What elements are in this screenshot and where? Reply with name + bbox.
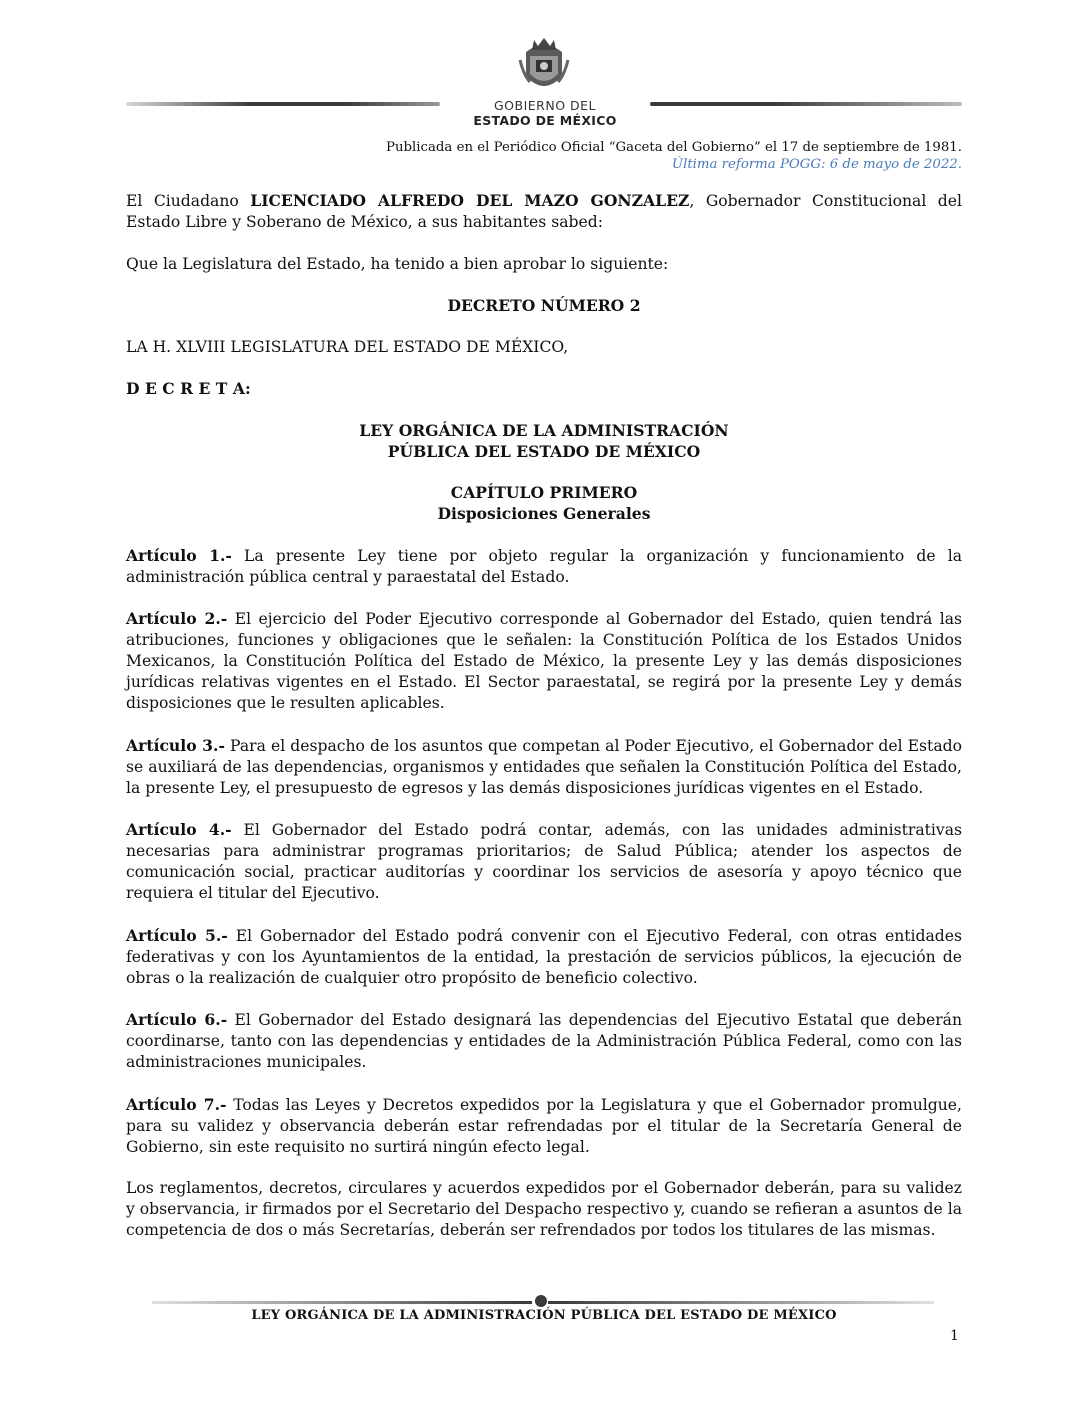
state-coat-of-arms-icon [516,36,572,98]
article-label: Artículo 5.- [126,925,228,945]
decree-number: DECRETO NÚMERO 2 [447,296,641,315]
footer-rule-right [548,1301,934,1304]
last-reform-note: Última reforma POGG: 6 de mayo de 2022. [671,157,962,172]
header-rule-left [126,102,440,106]
footer-rule-left [152,1301,532,1304]
governor-name: LICENCIADO ALFREDO DEL MAZO GONZALEZ [250,191,690,210]
article-paragraph: Artículo 3.- Para el despacho de los asuntos que competan al Poder Ejecutivo, el Gobernador del Estado se auxiliará de las dependencias, organismos y entidades que señalen la Constitución Política del Estado, la presente Ley, el presupuesto de egresos y las demás disposiciones jurídicas vigentes en el Estado. [126,735,962,797]
article-paragraph: Artículo 7.- Todas las Leyes y Decretos expedidos por la Legislatura y que el Gobernador promulgue, para su validez y observancia deberán estar refrendadas por el titular de la Secretaría General de Gobierno, sin este requisito no surtirá ningún efecto legal. [126,1094,962,1156]
decreta-line: D E C R E T A: [126,379,251,398]
government-name-line1: GOBIERNO DEL [493,98,597,113]
approval-paragraph: Que la Legislatura del Estado, ha tenido a bien aprobar lo siguiente: [126,254,669,273]
article-paragraph: Artículo 4.- El Gobernador del Estado podrá contar, además, con las unidades administrativas necesarias para administrar programas prioritarios; de Salud Pública; atender los aspectos de comunicación social, practicar auditorías y coordinar los servicios de asesoría y apoyo técnico que requiera el titular del Ejecutivo. [126,820,963,902]
footer-title: LEY ORGÁNICA DE LA ADMINISTRACIÓN PÚBLICA DEL ESTADO DE MÉXICO [251,1308,837,1323]
article-paragraph: Artículo 1.- La presente Ley tiene por objeto regular la organización y funcionamiento de la administración pública central y paraestatal del Estado. [126,545,962,586]
article-label: Artículo 4.- [126,820,232,839]
law-title: LEY ORGÁNICA DE LA ADMINISTRACIÓN PÚBLICA DEL ESTADO DE MÉXICO [359,420,729,461]
footer-dot-icon [535,1295,547,1307]
article-label: Artículo 2.- [126,609,228,628]
government-name-line2: ESTADO DE MÉXICO [473,113,617,128]
article-label: Artículo 3.- [126,735,225,755]
article-paragraph: Artículo 6.- El Gobernador del Estado designará las dependencias del Ejecutivo Estatal que deberán coordinarse, tanto con las dependencias y entidades de la Administración Pública Federal, como con las administraciones municipales. [126,1010,962,1071]
intro-paragraph: El Ciudadano LICENCIADO ALFREDO DEL MAZO GONZALEZ, Gobernador Constitucional del Estado Libre y Soberano de México, a sus habitantes sabed: [126,191,962,231]
article-label: Artículo 6.- [126,1010,228,1029]
article-paragraph: Artículo 5.- El Gobernador del Estado podrá convenir con el Ejecutivo Federal, con otras entidades federativas y con los Ayuntamientos de la entidad, la prestación de servicios públicos, la ejecución de obras o la realización de cualquier otro propósito de beneficio colectivo. [126,925,962,987]
publication-note: Publicada en el Periódico Oficial “Gaceta del Gobierno” el 17 de septiembre de 1981. [386,140,962,155]
chapter-heading: CAPÍTULO PRIMERO Disposiciones Generales [437,483,651,523]
closing-paragraph: Los reglamentos, decretos, circulares y acuerdos expedidos por el Gobernador deberán, para su validez y observancia, ir firmados por el Secretario del Despacho respectivo y, cuando se refieran a asuntos de la competencia de dos o más Secretarías, deberán ser refrendados por todos los titulares de las mismas. [126,1179,962,1239]
article-label: Artículo 7.- [126,1094,227,1114]
header-rule-right [650,102,962,106]
document-body [126,190,962,1262]
page-number: 1 [950,1328,959,1344]
document-header [0,30,1088,130]
article-label: Artículo 1.- [126,545,232,565]
article-paragraph: Artículo 2.- El ejercicio del Poder Ejecutivo corresponde al Gobernador del Estado, quien tendrá las atribuciones, funciones y obligaciones que le señalen: la Constitución Política de los Estados Unidos Mexicanos, la Constitución Política del Estado de México, la presente Ley y las demás disposiciones jurídicas relativas vigentes en el Estado. El Sector paraestatal, se regirá por la presente Ley y demás disposiciones que le resulten aplicables. [126,609,963,712]
legislature-line: LA H. XLVIII LEGISLATURA DEL ESTADO DE MÉXICO, [126,337,569,356]
